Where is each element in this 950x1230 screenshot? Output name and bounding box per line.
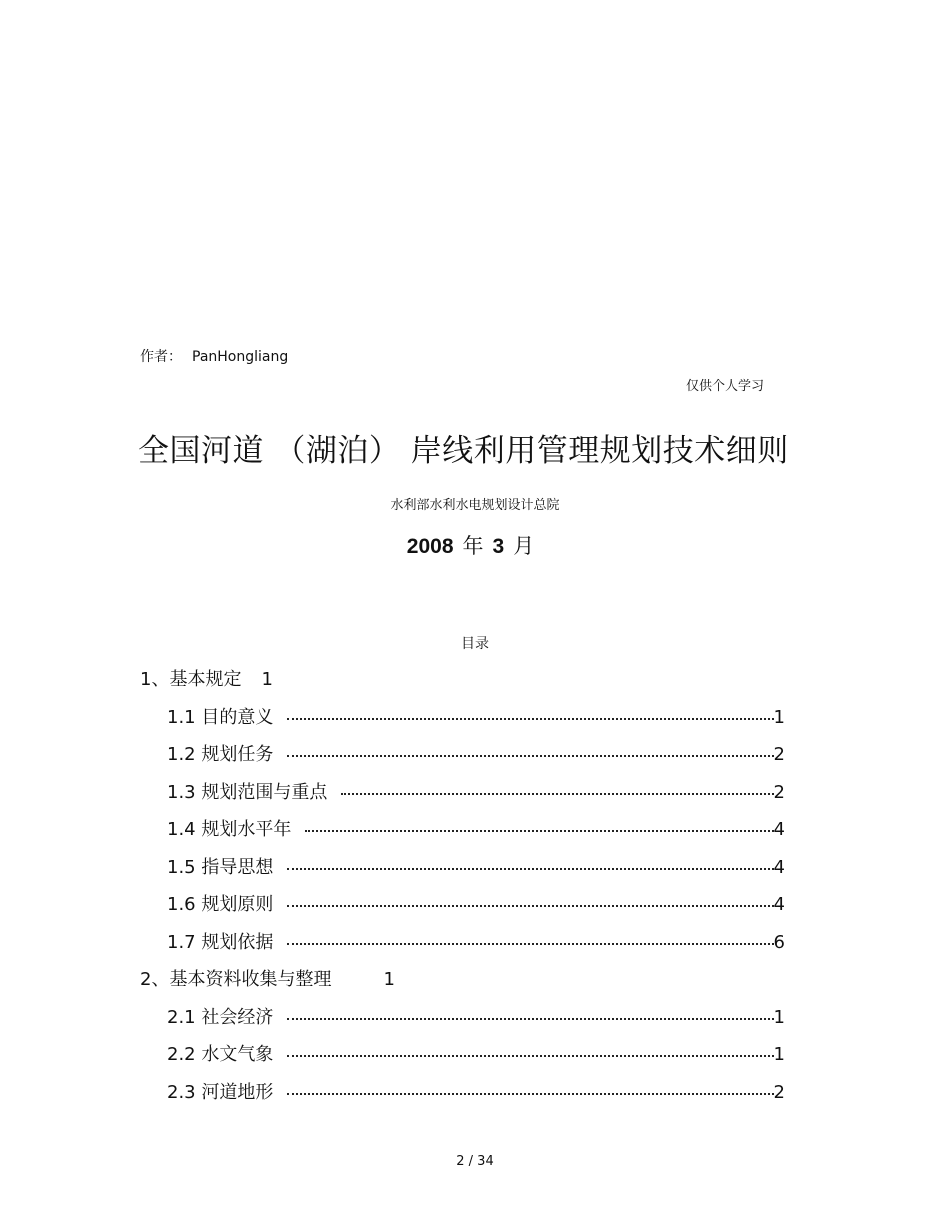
- toc-entry-page: 1: [773, 706, 785, 728]
- toc-dot-leader: [305, 830, 773, 832]
- toc-entry-label: 2.2 水文气象: [167, 1044, 274, 1065]
- table-of-contents: [140, 667, 785, 1117]
- toc-section-entry[interactable]: [140, 1005, 785, 1043]
- toc-entry-page: 4: [773, 856, 785, 878]
- toc-entry-page: 1: [773, 1044, 785, 1065]
- toc-section-entry[interactable]: [140, 1080, 785, 1118]
- toc-section-entry[interactable]: [140, 705, 785, 743]
- organization-name: 水利部水利水电规划设计总院: [390, 498, 560, 513]
- date-month-unit: 月: [513, 534, 535, 558]
- toc-dot-leader: [287, 1018, 773, 1020]
- toc-entry-page: 4: [773, 819, 785, 840]
- toc-dot-leader: [287, 943, 773, 945]
- toc-entry-label: 1.4 规划水平年: [167, 819, 292, 840]
- toc-entry-label: 1、基本规定: [140, 669, 242, 690]
- author-name: PanHongliang: [192, 349, 289, 365]
- toc-entry-label: 1.6 规划原则: [167, 894, 274, 915]
- toc-entry-page: 6: [773, 931, 785, 953]
- toc-entry-page: 1: [383, 969, 395, 990]
- toc-dot-leader: [287, 1055, 773, 1057]
- document-title: 全国河道 （湖泊） 岸线利用管理规划技术细则: [138, 433, 789, 469]
- toc-entry-label: 1.2 规划任务: [167, 744, 274, 765]
- toc-entry-page: 2: [773, 781, 785, 803]
- toc-section-entry[interactable]: [140, 892, 785, 930]
- toc-heading: 目录: [461, 636, 489, 652]
- toc-entry-page: 4: [773, 894, 785, 915]
- toc-entry-page: 2: [773, 1081, 785, 1103]
- toc-section-entry[interactable]: [140, 1042, 785, 1080]
- toc-entry-page: 2: [773, 744, 785, 765]
- toc-dot-leader: [287, 868, 773, 870]
- toc-entry-label: 1.7 规划依据: [167, 931, 274, 953]
- toc-section-entry[interactable]: [140, 930, 785, 968]
- toc-entry-label: 1.1 目的意义: [167, 706, 274, 728]
- page-indicator: 2 / 34: [456, 1154, 494, 1169]
- toc-section-entry[interactable]: [140, 780, 785, 818]
- date-year: 2008: [406, 535, 454, 558]
- toc-entry-page: 1: [261, 669, 273, 690]
- date-year-unit: 年: [462, 534, 484, 558]
- author-label: 作者：: [140, 349, 182, 365]
- toc-entry-label: 2、基本资料收集与整理: [140, 969, 332, 990]
- toc-section-entry[interactable]: [140, 742, 785, 780]
- toc-dot-leader: [287, 755, 773, 757]
- date-month: 3: [492, 535, 505, 558]
- toc-entry-label: 1.5 指导思想: [167, 856, 274, 878]
- toc-dot-leader: [287, 718, 773, 720]
- toc-dot-leader: [287, 1093, 773, 1095]
- toc-section-entry[interactable]: [140, 817, 785, 855]
- usage-note: 仅供个人学习: [685, 379, 764, 394]
- toc-chapter-entry[interactable]: [140, 967, 785, 1005]
- toc-dot-leader: [341, 793, 773, 795]
- publication-date: [0, 530, 950, 560]
- toc-entry-label: 2.3 河道地形: [167, 1081, 274, 1103]
- author-line: [140, 346, 288, 366]
- toc-section-entry[interactable]: [140, 855, 785, 893]
- toc-dot-leader: [287, 905, 773, 907]
- toc-entry-page: 1: [773, 1006, 785, 1028]
- toc-entry-label: 1.3 规划范围与重点: [167, 781, 328, 803]
- toc-entry-label: 2.1 社会经济: [167, 1006, 274, 1028]
- toc-chapter-entry[interactable]: [140, 667, 785, 705]
